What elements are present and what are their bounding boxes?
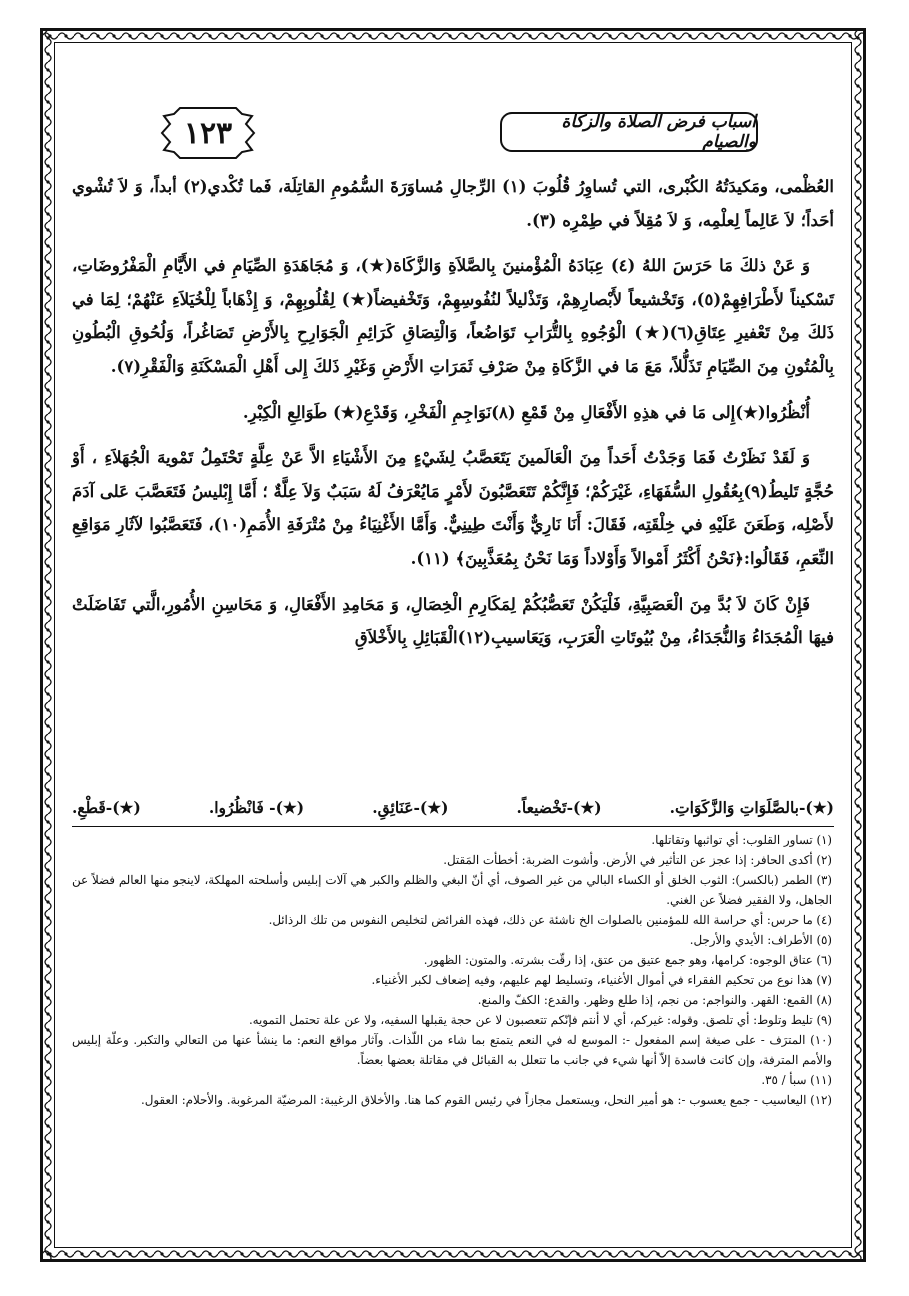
ornament-border-bottom <box>42 1248 864 1260</box>
paragraph: وَ لَقَدْ نَظَرْتُ فَمَا وَجَدْتُ أَحَداً مِنَ الْعَالَمينَ يَتَعَصَّبُ لِشَيْءٍ مِنَ الأَشْيَاءِ الاَّ عَنْ عِلَّةٍ تَحْتَمِلُ تَمْويهَ الْجُهَلاَءِ ، أَوْ حُجَّةٍ تَليطُ(٩)بِعُقُولِ السُّفَهَاءِ، غَيْرَكُمْ؛ فَإِنَّكُمْ تَتَعَصَّبُونَ لأَمْرٍ مَايُعْرَفُ لَهُ سَبَبٌ وَلاَ عِلَّةٌ ؛ أَمَّا إِبْليسُ فَتَعَصَّبَ عَلى آدَمَ لأَصْلِه، وَطَعَنَ عَلَيْهِ في خِلْقَتِه، فَقَالَ: أَنَا نَارِيٌّ وَأَنْتَ طِينِيٌّ. وَأَمَّا الأَغْنِيَاءُ مِنْ مُتْرَفَةِ الأُمَمِ(١٠)، فَتَعَصَّبُوا لآثَارِ مَوَاقِعِ النِّعَمِ، فَقَالُوا:﴿نَحْنُ أَكْثَرُ أَمْوالاً وَأَوْلاداً وَمَا نَحْنُ بِمُعَذَّبِينَ﴾ (١١). <box>72 448 834 568</box>
footnote: (٦) عتاق الوجوه: كرامها، وهو جمع عتيق من عتق، إذا رقّت بشرته. والمتون: الظهور. <box>423 953 832 967</box>
paragraph: العُظْمى، ومَكيدَتُهُ الكُبْرى، التي تُساوِرُ قُلُوبَ (١) الرِّجالِ مُساوَرَةَ السُّمُومِ القاتِلَة، فَما تُكْدي(٢) أبداً، وَ لاَ تُشْوي أحَداً؛ لاَ عَالِماً لِعلْمِه، وَ لاَ مُقِلاً في طِمْرِه (٣). <box>72 177 834 230</box>
footnote: (٩) تليط وتلوط: أي تلصق. وقوله: غيركم، أي لا أنتم فإنّكم تتعصبون لا عن حجة يقبلها السفيه، ولا عن علة تحتمل التمويه. <box>248 1013 832 1027</box>
footnote: (١١) سبأ / ٣٥. <box>761 1073 832 1087</box>
footnote: (٤) ما حرس: أي حراسة الله للمؤمنين بالصلوات الخ ناشئة عن ذلك، فهذه الفرائض لتخليص النفوس من تلك الرذائل. <box>268 913 832 927</box>
variant-reading: (★)-تَخْضيعاً. <box>516 798 602 817</box>
footnote: (٥) الأطراف: الأيدي والأرجل. <box>689 933 832 947</box>
ornament-border-right <box>852 30 864 1260</box>
paragraph: أُنْظُرُوا(★)إِلى مَا في هذِهِ الأَفْعَالِ مِنْ قَمْعِ (٨)نَوَاجِمِ الْفَخْرِ، وَقَدْعِ(★) طَوَالِعِ الْكِبْرِ. <box>242 402 810 422</box>
ornament-border-left <box>42 30 54 1260</box>
variant-reading: (★)- فَانْظُرُوا. <box>208 798 305 817</box>
page-number: ١٢٣ <box>183 115 233 151</box>
variant-reading: (★)-عَنَائِقِ. <box>372 798 449 817</box>
page-number-badge <box>160 104 256 162</box>
footnote: (٣) الطمر (بالكسر): الثوب الخلق أو الكساء البالي من غير الصوف، أي أنّ البغي والظلم والكبر هي آلات إبليس وأسلحته المهلكة، لاينجو منها العالم فضلاً عن الجاهل، ولا الفقير فضلاً عن الغني. <box>72 873 832 907</box>
footnote: (٨) القمع: القهر. والنواجم: من نجم، إذا طلع وظهر. والقدع: الكفّ والمنع. <box>477 993 832 1007</box>
footnotes <box>72 830 834 1110</box>
footnote: (١) تساور القلوب: أي تواثبها وتقاتلها. <box>651 833 832 847</box>
footnote: (٢) أكدى الحافر: إذا عجز عن التأثير في الأرض. وأشوت الضربة: أخطأت المَقتل. <box>443 853 832 867</box>
paragraph: وَ عَنْ ذلكَ مَا حَرَسَ اللهُ (٤) عِبَادَهُ الْمُؤْمنينَ بِالصَّلاَةِ وَالزَّكَاة(★)، وَ مُجَاهَدَةِ الصِّيَامِ في الأَيَّامِ الْمَفْرُوضَاتِ، تَسْكيناً لأَطْرَافِهِمْ(٥)، وَتَخْشيعاً لأَبْصارِهِمْ، وَتَذْليلاً لنُفُوسِهِمْ، وَتَخْفيضاً(★) لِقُلُوبِهِمْ، وَ إِذْهَاباً لِلْخُيَلاَءِ عَنْهُمْ؛ لِمَا في ذَلكَ مِنْ تَعْفيرِ عِتَاقِ(٦)(★) الْوُجُوهِ بِالتُّرَابِ تَوَاضُعاً، وَالْتِصَاقِ كَرَائِمِ الْجَوَارِحِ بِالأَرْضِ تَصَاغُراً، وَلُحُوقِ الْبُطُونِ بِالْمُتُونِ مِنَ الصِّيَامِ تَذَلُّلاً، مَعَ مَا في الزَّكَاةِ مِنْ صَرْفِ ثَمَرَاتِ الأَرْضِ وَغَيْرِ ذَلكَ إِلى أَهْلِ الْمَسْكَنَةِ وَالْفَقْرِ(٧). <box>72 256 835 376</box>
variant-reading: (★)-بالصَّلَوَاتِ وَالزَّكَوَاتِ. <box>669 798 834 817</box>
ornament-border-top <box>42 30 864 42</box>
footnote: (١٠) المترَف - على صيغة إسم المفعول -: الموسع له في النعم يتمتع بما شاء من اللّذات. وآثار مواقع النعم: ما ينشأ عنها من التعالي والتكبر. وعلّة إبليس والأمم المترفة، وإن كانت فاسدة إلاّ أنها شيء في جانب ما تتعلل به القبائل في مقاتلة بعضها بعضاً. <box>72 1033 832 1067</box>
footnote: (١٢) اليعاسيب - جمع يعسوب -: هو أمير النحل، ويستعمل مجازاً في رئيس القوم كما هنا. والأخلاق الرغيبة: المرضيّة المرغوبة. والأحلام: العقول. <box>141 1093 832 1107</box>
footnote-divider <box>72 826 834 827</box>
running-header: اسباب فرض الصلاة والزكاة والصيام <box>500 112 758 152</box>
footnote: (٧) هذا نوع من تحكيم الفقراء في أموال الأغنياء، وتسليط لهم عليهم، وفيه إضعاف لكبر الأغنياء. <box>371 973 832 987</box>
variant-reading: (★)-قَطْعِ. <box>72 798 141 817</box>
variant-readings <box>72 798 834 817</box>
main-text <box>72 170 834 667</box>
paragraph: فَإِنْ كَانَ لاَ بُدَّ مِنَ الْعَصَبِيَّةِ، فَلْيَكُنْ تَعَصُّبُكُمْ لِمَكَارِمِ الْخِصَالِ، وَ مَحَامِدِ الأَفْعَالِ، وَ مَحَاسِنِ الأُمُورِ،الَّتي تَفَاضَلَتْ فيهَا الْمُجَدَاءُ وَالنُّجَدَاءُ، مِنْ بُيُوتَاتِ الْعَرَبِ، وَيَعَاسيبِ(١٢)الْقَبَائِلِ بِالأَخْلاَقِ <box>72 594 834 648</box>
